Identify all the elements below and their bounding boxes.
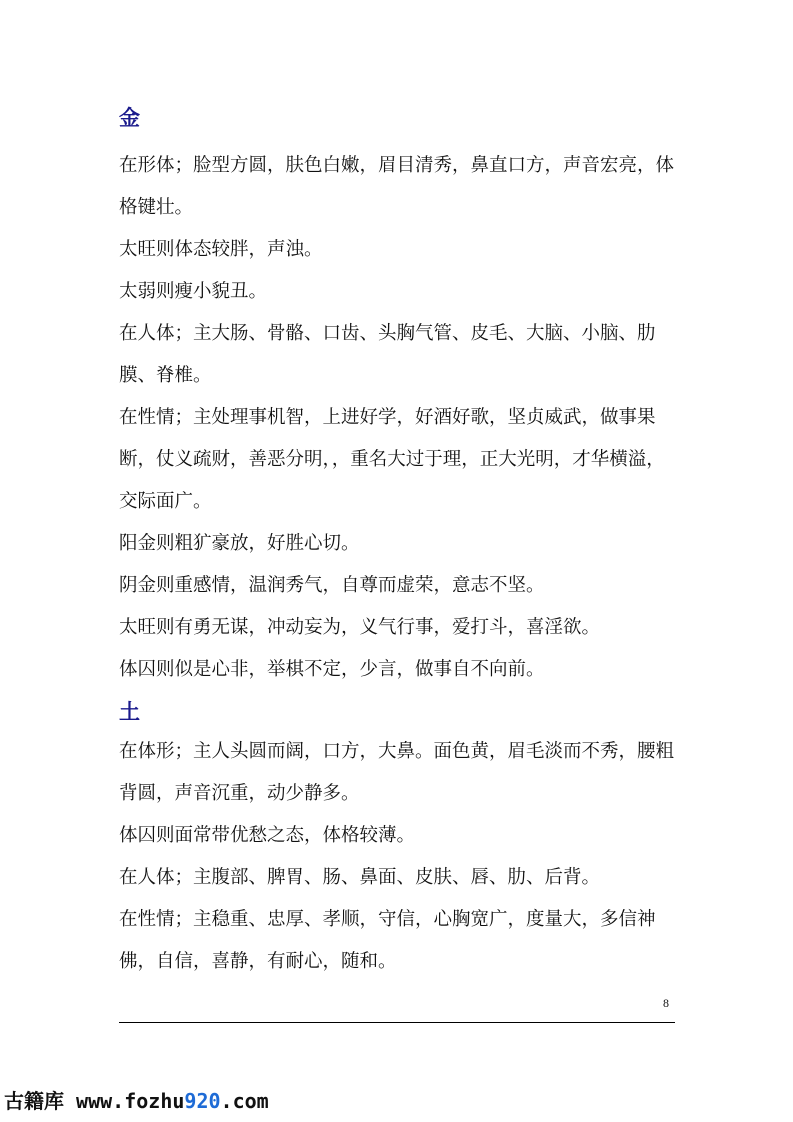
watermark-url-prefix: www.fozhu <box>64 1089 185 1113</box>
paragraph: 体囚则似是心非，举棋不定，少言，做事自不向前。 <box>119 659 545 680</box>
section-heading-metal: 金 <box>119 106 140 130</box>
paragraph: 在性情；主稳重、忠厚、孝顺，守信，心胸宽广，度量大，多信神佛，自信，喜静，有耐心，随和。 <box>119 909 656 972</box>
paragraph: 在体形；主人头圆而阔，口方，大鼻。面色黄，眉毛淡而不秀，腰粗背圆，声音沉重，动少静多。 <box>119 741 675 804</box>
watermark-url-accent: 920 <box>184 1089 221 1113</box>
paragraph: 在形体；脸型方圆，肤色白嫩，眉目清秀，鼻直口方，声音宏亮，体格键壮。 <box>119 155 675 218</box>
footer-divider <box>119 1022 675 1023</box>
page-content <box>119 103 679 983</box>
paragraph: 阴金则重感情，温润秀气，自尊而虚荣，意志不坚。 <box>119 575 545 596</box>
paragraph: 太弱则瘦小貌丑。 <box>119 281 268 302</box>
paragraph: 太旺则有勇无谋，冲动妄为，义气行事，爱打斗，喜淫欲。 <box>119 617 601 638</box>
paragraph: 在人体；主腹部、脾胃、肠、鼻面、皮肤、唇、肋、后背。 <box>119 867 601 888</box>
paragraph: 在人体；主大肠、骨骼、口齿、头胸气管、皮毛、大脑、小脑、肋膜、脊椎。 <box>119 323 656 386</box>
paragraph: 体囚则面常带优愁之态，体格较薄。 <box>119 825 416 846</box>
site-watermark <box>4 1088 269 1114</box>
paragraph: 太旺则体态较胖，声浊。 <box>119 239 323 260</box>
watermark-url-suffix: .com <box>220 1089 269 1113</box>
page-number: 8 <box>663 996 669 1010</box>
paragraph: 在性情；主处理事机智，上进好学，好酒好歌，坚贞威武，做事果断，仗义疏财，善恶分明，，重名大过于理，正大光明，才华横溢，交际面广。 <box>119 407 665 512</box>
paragraph: 阳金则粗犷豪放，好胜心切。 <box>119 533 360 554</box>
section-heading-earth: 土 <box>119 700 140 724</box>
watermark-label: 古籍库 <box>4 1089 64 1113</box>
